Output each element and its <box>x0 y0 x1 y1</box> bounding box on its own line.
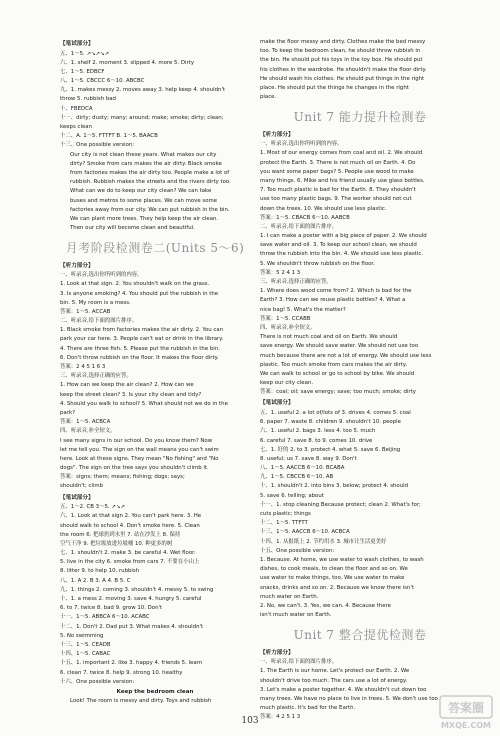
left-block-1-line: 十一、dirty; dusty; many; around; make; smoke; dirty; clean; <box>60 114 224 121</box>
left-block-2-line: shouldn't; climb <box>60 483 104 490</box>
essay-1-line: rubbish. Rubbish makes the streets and the rivers dirty too. <box>70 179 231 186</box>
logo-text-top: 答案圈 <box>447 701 485 715</box>
essay-2 <box>60 697 250 706</box>
left-block-2-line: keep the street clean? 3. Is your city clean and tidy? <box>60 391 202 398</box>
right-block-4-line: 一、听录音,给下面的图片排序。 <box>260 659 338 666</box>
right-block-3-line: 十一、1. stop cleaning Because protect; clean 2. What's for; <box>260 501 421 508</box>
left-block-3-line: 8. litter 9. to help 10. rubbish <box>60 568 140 575</box>
left-block-3-line: 空气干净 9. 把垃圾放进垃圾桶 10. 种更多的树 <box>60 540 173 547</box>
left-block-1-line: 十三、One possible version: <box>60 142 135 149</box>
left-block-2-line: 四、听录音,补全短文。 <box>60 428 116 435</box>
left-block-2-line: 答案：2 4 5 1 6 3 <box>60 364 106 371</box>
right-block-1-line: his clothes in the wardrobe. He shouldn't make the floor dirty. <box>260 66 427 73</box>
right-block-3-line: isn't much water on Earth. <box>260 612 332 619</box>
left-block-2-line: 答案：signs; them; means; fishing; dogs; says; <box>60 474 185 481</box>
right-block-4-line: much plastic. It's bad for the Earth. <box>260 705 356 712</box>
unit-heading-integrated: Unit 7 整合提优检测卷 <box>293 628 427 643</box>
right-block-3-line: 十四、1. 从报纸上 2. 节约用水 3. 城市让生活更美好 <box>260 538 387 545</box>
right-column <box>260 38 460 722</box>
essay-1-line: Our city is not clean these years. What makes our city <box>70 151 217 158</box>
essay-1-line: factories away from our city. We can put rubbish in the bin. <box>70 206 230 213</box>
left-block-3-line: 十三、1～5. CEADB <box>60 641 111 648</box>
right-block-1-line: place. <box>260 94 277 101</box>
right-block-2-line: 四、听录音,补全短文。 <box>260 324 316 331</box>
left-block-3-line: 六、1. Look at that sign 2. You can't park here. 3. He <box>60 513 202 520</box>
right-block-2-line: 7. Too much plastic is bad for the Earth. 8. They shouldn't <box>260 187 416 194</box>
left-block-2-line: 【听力部分】 <box>60 262 94 269</box>
right-block-2-line: 二、听录音,给下面的图片排序。 <box>260 223 338 230</box>
left-block-1-line: 七、1～5. EDBCF <box>60 68 105 75</box>
left-block-2-line: 一、听录音,选出你所听到的内容。 <box>60 272 143 279</box>
right-block-2-line: 1. Most of our energy comes from coal and oil. 2. We should <box>260 150 423 157</box>
right-block-3-line: 八、1～5. AACCB 6～10. BCABA <box>260 465 345 472</box>
left-block-2-line: 二、听录音,给下面的图片排序。 <box>60 318 138 325</box>
right-block-2-line: We can walk to school or go to school by bike. We should <box>260 370 415 377</box>
left-block-2-line: 6. Don't throw rubbish on the floor. It makes the floor dirty. <box>60 354 219 361</box>
left-block-3-line: 5. live in the city 6. smoke from cars 7. 不要在小山上 <box>60 559 200 566</box>
left-block-2-line: park your car here. 3. People can't eat or drink in the library. <box>60 336 224 343</box>
essay-1-line: buses and metros to some places. We can move some <box>70 197 218 204</box>
left-block-3-line: 七、1. shouldn't 2. make 3. be careful 4. Wet floor. <box>60 550 196 557</box>
right-block-2-line: 答案：1～5. CCABB <box>260 315 311 322</box>
page-number: 103 <box>241 716 259 726</box>
left-block-1-line: 九、1. makes messy 2. moves away 3. help keep 4. shouldn't <box>60 87 226 94</box>
left-block-2-line: I see many signs in our school. Do you know them? Now <box>60 437 213 444</box>
right-block-1-line: place. He should put the things he changes in the right <box>260 84 409 91</box>
essay-1 <box>60 151 250 234</box>
left-column <box>60 38 250 707</box>
left-block-2-line: 答案：1～5. ACBCA <box>60 419 111 426</box>
right-block-4-line: 【听力部分】 <box>260 649 294 656</box>
right-block-4-line: 3. Let's make a poster together. 4. We shouldn't cut down too <box>260 686 427 693</box>
right-block-3-line: 6. paper 7. waste 8. children 9. shouldn't 10. people <box>260 419 401 426</box>
essay-1-line: Then our city will become clean and beautiful. <box>70 225 195 232</box>
right-block-3-line: 七、1. 好的 2. to 3. protect 4. what 5. save 6. Beijing <box>260 446 401 453</box>
right-block-2-line: use too many plastic bags. 9. The worker should not cut <box>260 196 412 203</box>
left-block-2-line: 4. There are three fish. 5. Please put the rubbish in the bin. <box>60 345 220 352</box>
left-block-2-line: 答案：1～5. ACCAB <box>60 308 111 315</box>
unit-heading-monthly-test: 月考阶段检测卷二(Units 5～6) <box>65 241 245 256</box>
right-block-2-line: many things. 6. Mike and his friend usually use glass bottles. <box>260 177 425 184</box>
left-block-2-line: 4. Should you walk to school? 5. What should not we do in the <box>60 400 228 407</box>
essay-1-line: What can we do to keep our city clean? We can take <box>70 188 212 195</box>
right-block-3 <box>260 399 460 620</box>
right-block-3-line: 1. Because. At home, we use water to wash clothes, to wash <box>260 556 424 563</box>
right-block-2-line: Earth? 3. How can we reuse plastic bottles? 4. What a <box>260 297 406 304</box>
left-block-3-line: 八、1. A 2. B 3. A 4. B 5. C <box>60 577 131 584</box>
watermark-logo <box>438 694 494 732</box>
left-block-1-line: throw 5. rubbish bad <box>60 96 116 103</box>
right-block-1-line: too. To keep the bedroom clean, he should throw rubbish in <box>260 48 421 55</box>
right-block-2-line: 一、听录音,选出你所听到的内容。 <box>260 141 343 148</box>
left-block-1-line: 八、1～5. CBCCC 6～10. ABCBC <box>60 78 145 85</box>
right-block-3-line: use water to make things, too. We use water to make <box>260 575 405 582</box>
left-block-2-line: 1. Look at that sign. 2. You shouldn't walk on the grass. <box>60 281 210 288</box>
essay-1-line: dirty? Smoke from cars makes the air dirty. Black smoke <box>70 160 222 167</box>
left-block-3 <box>60 494 250 687</box>
logo-text-bottom: MXQE.COM <box>440 721 492 730</box>
left-block-3-line: 十六、One possible version: <box>60 678 135 685</box>
right-block-3-line: 十三、1～5. AACCB 6～10. ACBCA <box>260 529 350 536</box>
right-block-3-line: 五、1. useful 2. a lot of/lots of 3. drives 4. comes 5. coal <box>260 409 411 416</box>
essay-2-title: Keep the bedroom clean <box>116 688 194 695</box>
left-block-3-line: the room 6. 把球扔到水里 7. 站在沙发上 8. 保持 <box>60 531 181 538</box>
left-block-1-line: 五、1～5. ↗↘↗↘↗ <box>60 50 110 57</box>
right-block-2-line: protect the Earth. 3. There is not much oil on Earth. 4. Do <box>260 159 416 166</box>
right-block-2-line: 5. We shouldn't throw rubbish on the floor. <box>260 260 375 267</box>
right-block-2-line: There is not much coal and oil on Earth. We should <box>260 334 398 341</box>
right-block-2-line: 1. I can make a poster with a big piece of paper. 2. We should <box>260 233 427 240</box>
left-block-2-line: let me tell you. The sign on the wall means you can't swim <box>60 446 219 453</box>
right-block-2-line: 答案：1～5. CBACB 6～10. AABCB <box>260 214 350 221</box>
right-block-2-line: throw the rubbish into the bin. 4. We should use less plastic. <box>260 251 424 258</box>
right-block-3-line: 十、1. shouldn't 2. into bins 3. below; protect 4. should <box>260 483 409 490</box>
right-block-2-line: 【听力部分】 <box>260 131 294 138</box>
right-block-3-line: much water on Earth. <box>260 593 319 600</box>
right-block-3-line: 六、1. useful 2. bags 3. less 4. too 5. much <box>260 428 376 435</box>
left-block-3-line: 5. No swimming <box>60 632 104 639</box>
right-block-4-line: shouldn't drive too much. The cars use a lot of energy. <box>260 677 408 684</box>
right-block-2-line: save energy. We should save water. We should not use too <box>260 343 419 350</box>
left-block-2-line: 1. Black smoke from factories makes the air dirty. 2. You can <box>60 327 224 334</box>
right-block-2-line: keep our city clean. <box>260 380 314 387</box>
right-block-1 <box>260 38 460 102</box>
right-block-2 <box>260 131 460 398</box>
right-block-1-line: the bin. He should put his toys in the toy box. He should put <box>260 57 423 64</box>
left-block-3-line: 十一、1～5. ABBCA 6～10. ACABC <box>60 614 150 621</box>
right-block-1-line: make the floor messy and dirty. Clothes make the bed messy <box>260 39 426 45</box>
right-block-2-line: plastic. Too much smoke from cars makes the air dirty. <box>260 361 408 368</box>
left-block-3-line: 【笔试部分】 <box>60 494 94 501</box>
right-block-2-line: 答案：5 2 4 1 3 <box>260 269 301 276</box>
essay-2-line: Look! The room is messy and dirty. Toys and rubbish <box>70 698 212 705</box>
left-block-2-line: dogs". The sign on the tree says you shouldn't climb it. <box>60 465 209 472</box>
left-block-1-line: 六、1. shelf 2. moment 3. slipped 4. more 5. Dirty <box>60 59 195 66</box>
right-block-4-line: 1. The Earth is our home. Let's protect our Earth. 2. We <box>260 668 410 675</box>
right-block-4-line: 答案：4 2 5 1 3 <box>260 714 301 721</box>
right-block-2-line: you want some paper bags? 5. People use wood to make <box>260 168 414 175</box>
left-block-3-line: 6. to 7. twice 8. bad 9. grow 10. Don't <box>60 605 163 612</box>
left-block-2-line: 1. How can we keep the air clean? 2. How can we <box>60 382 194 389</box>
right-block-3-line: 九、1～5. CBCCB 6～10. AB <box>260 474 334 481</box>
left-block-3-line: 十五、1. important 2. like 3. happy 4. friends 5. learn <box>60 660 203 667</box>
right-block-1-line: He should wash his clothes. He should put things in the right <box>260 75 425 82</box>
right-block-2-line: much because there are not a lot of energy. We should use less <box>260 352 432 359</box>
right-block-2-line: save water and oil. 3. To keep our school clean, we should <box>260 242 417 249</box>
essay-1-line: We can plant more trees. They help keep the air clean. <box>70 215 219 222</box>
left-block-3-line: 九、1. things 2. coming 3. shouldn't 4. messy 5. to swing <box>60 586 214 593</box>
left-block-2-line: bin. 5. My room is a mess. <box>60 299 131 306</box>
right-block-3-line: 【笔试部分】 <box>260 400 294 407</box>
left-block-3-line: 十、1. a mess 2. moving 3. save 4. hungry 5. careful <box>60 596 202 603</box>
left-block-3-line: 五、1～2. CB 3～5. ↗↘↗ <box>60 504 125 511</box>
right-block-4-line: many trees. We have no place to live in trees. 5. We don't use too <box>260 695 438 702</box>
unit-heading-ability: Unit 7 能力提升检测卷 <box>293 110 427 125</box>
left-block-3-line: 6. clean 7. twice 8. help 9. strong 10. healthy <box>60 669 183 676</box>
left-block-3-line: should walk to school 4. Don't smoke here. 5. Clean <box>60 522 200 529</box>
left-block-2-line: 三、听录音,选择正确的应答。 <box>60 373 132 380</box>
right-block-3-line: 5. save 6. telling; about <box>260 492 324 499</box>
right-block-3-line: cuts plastic; things <box>260 511 311 518</box>
left-block-2-line: here. Look at these signs. They mean "No fishing" and "No <box>60 455 219 462</box>
essay-1-line: from factories makes the air dirty too. People make a lot of <box>70 169 230 176</box>
left-block-2 <box>60 262 250 492</box>
left-block-1-line: keeps clean <box>60 124 93 130</box>
right-block-2-line: 答案：coal; oil; save energy; save; too much; smoke; dirty <box>260 389 416 396</box>
right-block-2-line: 三、听录音,选择正确的应答。 <box>260 279 332 286</box>
left-block-1 <box>60 40 250 151</box>
right-block-3-line: 2. No, we can't. 3. Yes, we can. 4. Because there <box>260 602 391 609</box>
right-block-3-line: dishes, to cook meals, to clean the floor and so on. We <box>260 566 408 573</box>
right-block-3-line: 十二、1～5. TTFTT <box>260 520 308 527</box>
right-block-3-line: 8. useful; us 7. save 8. way 9. Don't <box>260 455 357 462</box>
left-block-2-line: park? <box>60 409 75 416</box>
left-block-1-line: 十、FBEDCA <box>60 105 93 112</box>
right-block-3-line: 十五、One possible version: <box>260 547 335 554</box>
right-block-4 <box>260 649 460 723</box>
left-block-3-line: 十二、1. Don't 2. Dad put 3. What makes 4. shouldn't <box>60 623 204 630</box>
left-block-1-line: 【笔试部分】 <box>60 41 94 47</box>
right-block-3-line: 6. careful 7. save 8. to 9. comes 10. drive <box>260 437 373 444</box>
right-block-2-line: 1. Where does wood come from? 2. Which is bad for the <box>260 288 412 295</box>
right-block-2-line: down the trees. 10. We should use less plastic. <box>260 205 387 212</box>
right-block-2-line: nice bag! 5. What's the matter? <box>260 306 346 313</box>
left-block-1-line: 十二、A. 1～5. FTTFT B. 1～5. BAACB <box>60 133 158 140</box>
left-block-3-line: 十四、1～5. CABAC <box>60 651 111 658</box>
left-block-2-line: 3. Is anyone smoking? 4. You should put the rubbish in the <box>60 290 219 297</box>
right-block-3-line: snacks, drinks and so on. 2. Because we know there isn't <box>260 584 414 591</box>
